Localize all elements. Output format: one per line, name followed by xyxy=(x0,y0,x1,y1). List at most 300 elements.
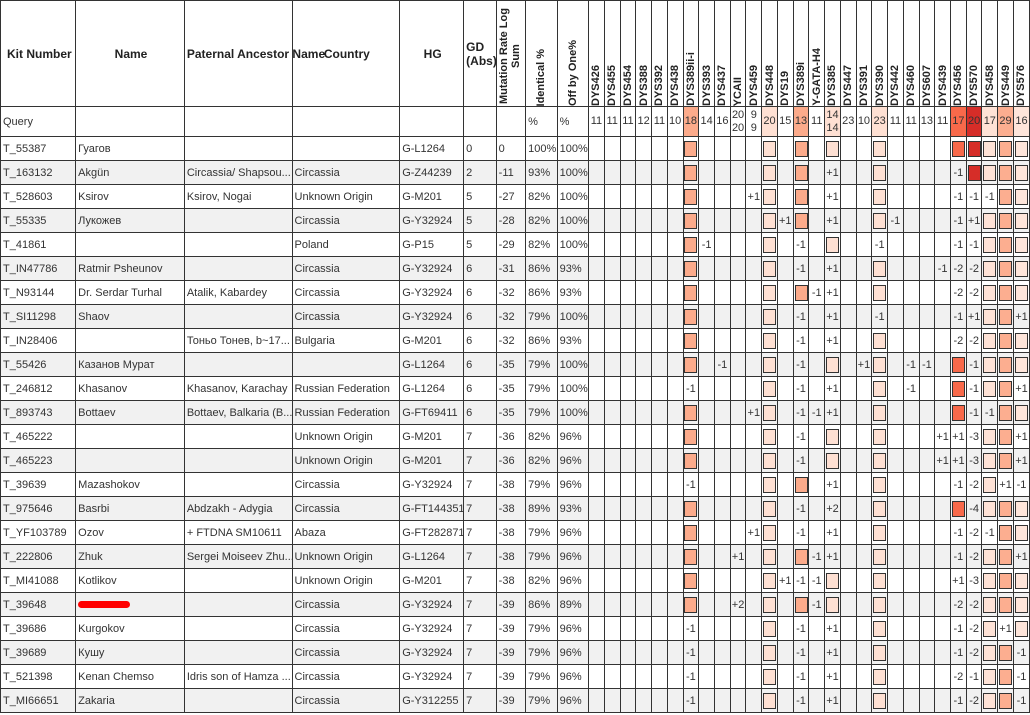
cell-marker-dys385: +1 xyxy=(825,689,841,713)
table-row[interactable] xyxy=(1,425,1030,449)
table-row[interactable] xyxy=(1,305,1030,329)
header-marker-dys442[interactable]: DYS442 xyxy=(888,1,904,107)
cell-haplogroup: G-Y32924 xyxy=(400,641,464,665)
cell-marker-dys570: -2 xyxy=(966,473,982,497)
query-label: Query xyxy=(1,107,76,137)
cell-marker-dys385: +2 xyxy=(825,497,841,521)
header-marker-dys438[interactable]: DYS438 xyxy=(667,1,683,107)
cell-marker-dys456: -1 xyxy=(950,473,966,497)
cell-mutation-rate: -35 xyxy=(496,377,525,401)
cell-marker-dys426 xyxy=(589,617,605,641)
cell-marker-dys442 xyxy=(888,233,904,257)
cell-marker-ycaii xyxy=(730,473,746,497)
cell-marker-dys385 xyxy=(825,449,841,473)
cell-marker-dys570: +1 xyxy=(966,209,982,233)
match-color-box xyxy=(763,549,776,565)
header-marker-dys385[interactable]: DYS385 xyxy=(825,1,841,107)
cell-marker-dys576: -1 xyxy=(1013,665,1029,689)
cell-marker-dys460 xyxy=(903,329,919,353)
cell-marker-dys454 xyxy=(620,665,636,689)
table-row[interactable] xyxy=(1,497,1030,521)
header-kit-number[interactable]: Kit Number xyxy=(1,1,76,107)
header-marker-dys437[interactable]: DYS437 xyxy=(714,1,730,107)
cell-kit-number: T_MI41088 xyxy=(1,569,76,593)
cell-marker-dys437 xyxy=(714,521,730,545)
cell-marker-dys390 xyxy=(872,161,888,185)
cell-marker-dys439 xyxy=(935,305,951,329)
table-row[interactable] xyxy=(1,449,1030,473)
header-marker-dys19[interactable]: DYS19 xyxy=(777,1,793,107)
cell-country: Circassia xyxy=(292,689,400,713)
table-row[interactable] xyxy=(1,545,1030,569)
cell-marker-dys392 xyxy=(652,473,668,497)
match-color-box xyxy=(873,213,886,229)
cell-marker-dys393 xyxy=(699,593,715,617)
cell-marker-dys389i xyxy=(793,161,809,185)
table-row[interactable] xyxy=(1,593,1030,617)
cell-marker-y-gata-h4 xyxy=(809,209,825,233)
cell-off-by-one-pct: 96% xyxy=(557,641,588,665)
cell-identical-pct: 79% xyxy=(526,665,557,689)
cell-marker-dys570: -2 xyxy=(966,593,982,617)
cell-marker-dys438 xyxy=(667,545,683,569)
cell-marker-dys449 xyxy=(998,689,1014,713)
cell-marker-dys449 xyxy=(998,521,1014,545)
header-mutation-rate[interactable]: Mutation Rate Log Sum xyxy=(496,1,525,107)
cell-marker-dys442 xyxy=(888,377,904,401)
cell-marker-ycaii xyxy=(730,641,746,665)
cell-mutation-rate: -38 xyxy=(496,473,525,497)
header-marker-dys460[interactable]: DYS460 xyxy=(903,1,919,107)
cell-marker-dys456 xyxy=(950,401,966,425)
cell-marker-dys460 xyxy=(903,305,919,329)
cell-marker-dys390: -1 xyxy=(872,305,888,329)
cell-haplogroup: G-Y32924 xyxy=(400,257,464,281)
cell-marker-dys391 xyxy=(856,305,872,329)
cell-gd: 7 xyxy=(464,449,497,473)
header-marker-dys607[interactable]: DYS607 xyxy=(919,1,935,107)
header-marker-dys570[interactable]: DYS570 xyxy=(966,1,982,107)
cell-name: Kotlikov xyxy=(76,569,185,593)
header-country[interactable]: Country xyxy=(292,1,400,107)
cell-marker-dys438 xyxy=(667,305,683,329)
cell-marker-dys390: -1 xyxy=(872,233,888,257)
cell-marker-dys392 xyxy=(652,593,668,617)
cell-mutation-rate: -38 xyxy=(496,497,525,521)
header-marker-ycaii[interactable]: YCAII xyxy=(730,1,746,107)
cell-marker-dys391 xyxy=(856,473,872,497)
cell-marker-dys389ii-i xyxy=(683,257,699,281)
cell-gd: 7 xyxy=(464,665,497,689)
cell-marker-dys459 xyxy=(746,233,762,257)
cell-identical-pct: 79% xyxy=(526,473,557,497)
cell-marker-y-gata-h4 xyxy=(809,305,825,329)
cell-marker-dys458 xyxy=(982,473,998,497)
cell-gd: 7 xyxy=(464,593,497,617)
cell-marker-dys389i: -1 xyxy=(793,449,809,473)
cell-marker-dys388 xyxy=(636,257,652,281)
cell-marker-dys437 xyxy=(714,257,730,281)
match-color-box xyxy=(873,141,886,157)
header-row xyxy=(1,1,1030,107)
cell-kit-number: T_55387 xyxy=(1,137,76,161)
table-row[interactable] xyxy=(1,209,1030,233)
cell-marker-dys391 xyxy=(856,665,872,689)
cell-marker-dys442 xyxy=(888,353,904,377)
header-paternal-ancestor[interactable]: Paternal Ancestor Name xyxy=(184,1,292,107)
cell-kit-number: T_465222 xyxy=(1,425,76,449)
match-color-box xyxy=(684,573,697,589)
cell-haplogroup: G-Z44239 xyxy=(400,161,464,185)
cell-marker-dys442 xyxy=(888,401,904,425)
cell-marker-dys385 xyxy=(825,569,841,593)
cell-marker-dys426 xyxy=(589,329,605,353)
header-marker-dys449[interactable]: DYS449 xyxy=(998,1,1014,107)
cell-marker-dys392 xyxy=(652,281,668,305)
header-name[interactable]: Name xyxy=(76,1,185,107)
cell-name: Bottaev xyxy=(76,401,185,425)
cell-marker-dys442 xyxy=(888,569,904,593)
cell-marker-dys456: -1 xyxy=(950,233,966,257)
cell-marker-dys442 xyxy=(888,593,904,617)
match-color-box xyxy=(983,165,996,181)
match-color-box xyxy=(684,357,697,373)
cell-marker-dys385: +1 xyxy=(825,281,841,305)
cell-marker-y-gata-h4 xyxy=(809,641,825,665)
cell-marker-dys576 xyxy=(1013,281,1029,305)
cell-country: Circassia xyxy=(292,305,400,329)
cell-marker-dys391 xyxy=(856,449,872,473)
cell-marker-dys439 xyxy=(935,401,951,425)
cell-marker-dys607 xyxy=(919,281,935,305)
cell-name: Ozov xyxy=(76,521,185,545)
cell-kit-number: T_246812 xyxy=(1,377,76,401)
cell-marker-dys19 xyxy=(777,689,793,713)
header-marker-dys576[interactable]: DYS576 xyxy=(1013,1,1029,107)
header-marker-dys455[interactable]: DYS455 xyxy=(604,1,620,107)
table-row[interactable] xyxy=(1,689,1030,713)
cell-marker-dys437 xyxy=(714,593,730,617)
header-marker-dys456[interactable]: DYS456 xyxy=(950,1,966,107)
cell-marker-dys390 xyxy=(872,593,888,617)
match-color-box xyxy=(968,165,981,181)
cell-marker-dys460 xyxy=(903,257,919,281)
match-color-box xyxy=(1015,141,1028,157)
table-row[interactable] xyxy=(1,353,1030,377)
cell-marker-dys442 xyxy=(888,473,904,497)
table-row[interactable] xyxy=(1,233,1030,257)
cell-name: Kurgokov xyxy=(76,617,185,641)
header-off-by-one[interactable]: Off by One% xyxy=(557,1,588,107)
match-color-box xyxy=(1015,285,1028,301)
cell-name xyxy=(76,425,185,449)
cell-marker-dys447 xyxy=(840,617,856,641)
cell-marker-dys390 xyxy=(872,617,888,641)
cell-identical-pct: 89% xyxy=(526,497,557,521)
match-color-box xyxy=(1015,621,1028,637)
header-marker-dys389ii-i[interactable]: DYS389ii-i xyxy=(683,1,699,107)
cell-marker-dys607 xyxy=(919,305,935,329)
cell-marker-dys392 xyxy=(652,617,668,641)
cell-marker-dys448 xyxy=(762,497,778,521)
match-color-box xyxy=(795,189,808,205)
cell-marker-dys448 xyxy=(762,161,778,185)
cell-marker-dys449: +1 xyxy=(998,617,1014,641)
cell-marker-dys454 xyxy=(620,641,636,665)
cell-marker-dys570: -2 xyxy=(966,257,982,281)
cell-marker-dys426 xyxy=(589,233,605,257)
cell-identical-pct: 86% xyxy=(526,257,557,281)
query-hg xyxy=(400,107,464,137)
cell-haplogroup: G-FT282871 xyxy=(400,521,464,545)
match-color-box xyxy=(795,213,808,229)
cell-marker-ycaii xyxy=(730,521,746,545)
header-marker-dys439[interactable]: DYS439 xyxy=(935,1,951,107)
cell-marker-dys391 xyxy=(856,617,872,641)
header-marker-dys392[interactable]: DYS392 xyxy=(652,1,668,107)
query-off-by-one: % xyxy=(557,107,588,137)
match-color-box xyxy=(999,141,1012,157)
cell-marker-dys19 xyxy=(777,617,793,641)
header-marker-y-gata-h4[interactable]: Y-GATA-H4 xyxy=(809,1,825,107)
cell-marker-dys576 xyxy=(1013,137,1029,161)
match-color-box xyxy=(763,693,776,709)
query-marker-dys447: 23 xyxy=(840,107,856,137)
match-color-box xyxy=(826,429,839,445)
table-row[interactable] xyxy=(1,401,1030,425)
cell-marker-dys570: -2 xyxy=(966,329,982,353)
cell-marker-ycaii xyxy=(730,617,746,641)
cell-marker-y-gata-h4 xyxy=(809,329,825,353)
cell-marker-dys458 xyxy=(982,329,998,353)
cell-haplogroup: G-M201 xyxy=(400,185,464,209)
match-color-box xyxy=(826,573,839,589)
cell-marker-dys392 xyxy=(652,209,668,233)
cell-marker-dys448 xyxy=(762,545,778,569)
query-marker-dys388: 12 xyxy=(636,107,652,137)
cell-marker-dys576 xyxy=(1013,329,1029,353)
table-row[interactable] xyxy=(1,281,1030,305)
cell-marker-dys449 xyxy=(998,185,1014,209)
cell-marker-dys389i: -1 xyxy=(793,665,809,689)
header-marker-dys389i[interactable]: DYS389i xyxy=(793,1,809,107)
cell-name: Mazashokov xyxy=(76,473,185,497)
header-marker-dys393[interactable]: DYS393 xyxy=(699,1,715,107)
cell-marker-dys439 xyxy=(935,281,951,305)
cell-name: Akgün xyxy=(76,161,185,185)
cell-country xyxy=(292,137,400,161)
table-row[interactable] xyxy=(1,329,1030,353)
cell-marker-dys459 xyxy=(746,473,762,497)
header-marker-dys391[interactable]: DYS391 xyxy=(856,1,872,107)
match-color-box xyxy=(999,213,1012,229)
cell-marker-dys456: +1 xyxy=(950,425,966,449)
query-name xyxy=(76,107,185,137)
cell-marker-dys385: +1 xyxy=(825,257,841,281)
match-color-box xyxy=(999,333,1012,349)
cell-country: Unknown Origin xyxy=(292,569,400,593)
cell-marker-dys439 xyxy=(935,689,951,713)
cell-marker-dys389ii-i xyxy=(683,401,699,425)
table-row[interactable] xyxy=(1,257,1030,281)
match-color-box xyxy=(795,285,808,301)
cell-marker-ycaii xyxy=(730,449,746,473)
query-marker-dys438: 10 xyxy=(667,107,683,137)
cell-marker-dys459 xyxy=(746,257,762,281)
cell-marker-dys388 xyxy=(636,161,652,185)
table-row[interactable] xyxy=(1,161,1030,185)
cell-marker-dys459 xyxy=(746,665,762,689)
cell-gd: 6 xyxy=(464,305,497,329)
cell-mutation-rate: -39 xyxy=(496,593,525,617)
header-marker-dys459[interactable]: DYS459 xyxy=(746,1,762,107)
table-row[interactable] xyxy=(1,641,1030,665)
query-marker-dys437: 16 xyxy=(714,107,730,137)
query-marker-dys385: 14 14 xyxy=(825,107,841,137)
cell-marker-dys389i: -1 xyxy=(793,617,809,641)
match-color-box xyxy=(999,645,1012,661)
cell-marker-dys385: +1 xyxy=(825,161,841,185)
cell-marker-dys447 xyxy=(840,281,856,305)
cell-marker-dys437 xyxy=(714,185,730,209)
header-marker-dys390[interactable]: DYS390 xyxy=(872,1,888,107)
cell-haplogroup: G-L1264 xyxy=(400,353,464,377)
cell-identical-pct: 79% xyxy=(526,521,557,545)
table-row[interactable] xyxy=(1,185,1030,209)
match-color-box xyxy=(826,237,839,253)
cell-marker-dys437 xyxy=(714,305,730,329)
cell-off-by-one-pct: 93% xyxy=(557,497,588,521)
cell-marker-dys439 xyxy=(935,209,951,233)
header-marker-dys454[interactable]: DYS454 xyxy=(620,1,636,107)
cell-marker-dys576: +1 xyxy=(1013,305,1029,329)
cell-marker-dys456: -1 xyxy=(950,305,966,329)
query-marker-dys458: 17 xyxy=(982,107,998,137)
header-marker-dys448[interactable]: DYS448 xyxy=(762,1,778,107)
header-gd[interactable]: GD (Abs) xyxy=(464,1,497,107)
query-marker-dys19: 15 xyxy=(777,107,793,137)
cell-marker-dys437 xyxy=(714,545,730,569)
cell-marker-dys447 xyxy=(840,689,856,713)
cell-marker-dys448 xyxy=(762,305,778,329)
cell-marker-dys459 xyxy=(746,281,762,305)
cell-marker-dys390 xyxy=(872,521,888,545)
cell-marker-dys389ii-i xyxy=(683,209,699,233)
cell-kit-number: T_975646 xyxy=(1,497,76,521)
cell-marker-dys393 xyxy=(699,449,715,473)
match-color-box xyxy=(1015,357,1028,373)
cell-off-by-one-pct: 96% xyxy=(557,665,588,689)
header-identical[interactable]: Identical % xyxy=(526,1,557,107)
cell-marker-dys393 xyxy=(699,209,715,233)
cell-gd: 5 xyxy=(464,185,497,209)
cell-marker-dys438 xyxy=(667,665,683,689)
cell-haplogroup: G-Y32924 xyxy=(400,473,464,497)
cell-marker-dys390 xyxy=(872,137,888,161)
cell-marker-dys456: -1 xyxy=(950,185,966,209)
cell-mutation-rate: -31 xyxy=(496,257,525,281)
cell-marker-dys389i: -1 xyxy=(793,353,809,377)
header-marker-dys458[interactable]: DYS458 xyxy=(982,1,998,107)
cell-identical-pct: 79% xyxy=(526,545,557,569)
cell-marker-dys442 xyxy=(888,137,904,161)
cell-marker-dys456: -2 xyxy=(950,593,966,617)
cell-marker-dys393 xyxy=(699,185,715,209)
cell-marker-ycaii xyxy=(730,161,746,185)
cell-marker-dys385 xyxy=(825,353,841,377)
match-color-box xyxy=(873,669,886,685)
table-row[interactable] xyxy=(1,569,1030,593)
header-marker-dys388[interactable]: DYS388 xyxy=(636,1,652,107)
cell-marker-dys19 xyxy=(777,137,793,161)
cell-haplogroup: G-Y32924 xyxy=(400,617,464,641)
cell-marker-dys459 xyxy=(746,209,762,233)
cell-marker-dys448 xyxy=(762,641,778,665)
match-color-box xyxy=(826,357,839,373)
table-row[interactable] xyxy=(1,473,1030,497)
cell-marker-dys437 xyxy=(714,617,730,641)
cell-gd: 7 xyxy=(464,521,497,545)
match-color-box xyxy=(983,333,996,349)
cell-country: Circassia xyxy=(292,473,400,497)
header-marker-dys447[interactable]: DYS447 xyxy=(840,1,856,107)
table-row[interactable] xyxy=(1,137,1030,161)
table-row[interactable] xyxy=(1,377,1030,401)
query-marker-dys456: 17 xyxy=(950,107,966,137)
cell-kit-number: T_39648 xyxy=(1,593,76,617)
match-color-box xyxy=(763,573,776,589)
cell-kit-number: T_SI11298 xyxy=(1,305,76,329)
header-marker-dys426[interactable]: DYS426 xyxy=(589,1,605,107)
match-color-box xyxy=(684,285,697,301)
cell-marker-dys389i xyxy=(793,545,809,569)
cell-marker-dys459 xyxy=(746,497,762,521)
cell-marker-dys437 xyxy=(714,401,730,425)
cell-marker-dys389i: -1 xyxy=(793,689,809,713)
cell-marker-dys456: -1 xyxy=(950,545,966,569)
cell-marker-dys570 xyxy=(966,137,982,161)
match-color-box xyxy=(983,309,996,325)
match-color-box xyxy=(873,381,886,397)
header-hg[interactable]: HG xyxy=(400,1,464,107)
cell-marker-dys448 xyxy=(762,449,778,473)
match-color-box xyxy=(983,381,996,397)
cell-marker-dys388 xyxy=(636,209,652,233)
cell-marker-dys385 xyxy=(825,593,841,617)
cell-marker-dys388 xyxy=(636,473,652,497)
table-row[interactable] xyxy=(1,521,1030,545)
cell-haplogroup: G-Y32924 xyxy=(400,209,464,233)
cell-gd: 6 xyxy=(464,353,497,377)
cell-gd: 5 xyxy=(464,233,497,257)
match-color-box xyxy=(1015,525,1028,541)
cell-country: Circassia xyxy=(292,593,400,617)
table-row[interactable] xyxy=(1,617,1030,641)
table-row[interactable] xyxy=(1,665,1030,689)
cell-marker-dys389i: -1 xyxy=(793,329,809,353)
cell-marker-dys576 xyxy=(1013,209,1029,233)
cell-off-by-one-pct: 100% xyxy=(557,353,588,377)
cell-marker-dys576 xyxy=(1013,401,1029,425)
cell-marker-dys391 xyxy=(856,497,872,521)
cell-marker-dys454 xyxy=(620,185,636,209)
cell-country: Circassia xyxy=(292,665,400,689)
cell-marker-dys385: +1 xyxy=(825,521,841,545)
match-color-box xyxy=(763,645,776,661)
cell-marker-dys388 xyxy=(636,233,652,257)
cell-gd: 7 xyxy=(464,473,497,497)
cell-paternal-ancestor xyxy=(184,473,292,497)
